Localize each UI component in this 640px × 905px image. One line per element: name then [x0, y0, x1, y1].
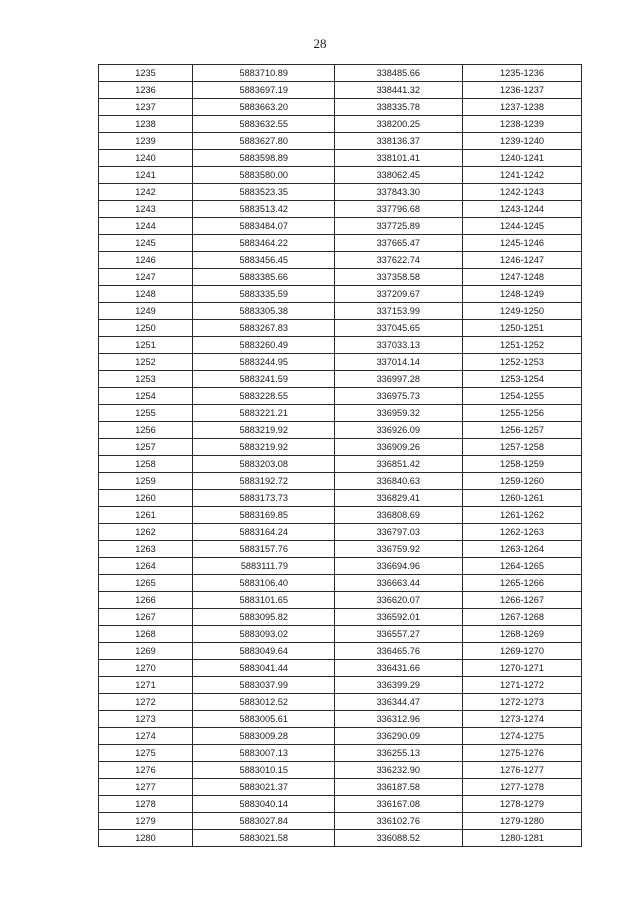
x-coordinate-cell: 5883169.85 [193, 507, 335, 524]
x-coordinate-cell: 5883173.73 [193, 490, 335, 507]
segment-cell: 1256-1257 [463, 422, 582, 439]
table-row [99, 609, 582, 626]
y-coordinate-cell: 337358.58 [335, 269, 463, 286]
point-number-cell: 1243 [99, 201, 193, 218]
x-coordinate-cell: 5883040.14 [193, 796, 335, 813]
segment-cell: 1248-1249 [463, 286, 582, 303]
point-number-cell: 1274 [99, 728, 193, 745]
table-row [99, 507, 582, 524]
table-row [99, 320, 582, 337]
x-coordinate-cell: 5883219.92 [193, 439, 335, 456]
y-coordinate-cell: 336808.69 [335, 507, 463, 524]
segment-cell: 1258-1259 [463, 456, 582, 473]
y-coordinate-cell: 336829.41 [335, 490, 463, 507]
table-row [99, 524, 582, 541]
y-coordinate-cell: 336851.42 [335, 456, 463, 473]
y-coordinate-cell: 338101.41 [335, 150, 463, 167]
y-coordinate-cell: 337014.14 [335, 354, 463, 371]
page-number: 28 [313, 36, 327, 51]
y-coordinate-cell: 337033.13 [335, 337, 463, 354]
table-row [99, 796, 582, 813]
point-number-cell: 1247 [99, 269, 193, 286]
point-number-cell: 1235 [99, 65, 193, 82]
segment-cell: 1237-1238 [463, 99, 582, 116]
segment-cell: 1272-1273 [463, 694, 582, 711]
table-row [99, 558, 582, 575]
point-number-cell: 1236 [99, 82, 193, 99]
y-coordinate-cell: 336997.28 [335, 371, 463, 388]
table-row [99, 813, 582, 830]
x-coordinate-cell: 5883632.55 [193, 116, 335, 133]
table-row [99, 694, 582, 711]
table-row [99, 728, 582, 745]
y-coordinate-cell: 336255.13 [335, 745, 463, 762]
segment-cell: 1239-1240 [463, 133, 582, 150]
segment-cell: 1238-1239 [463, 116, 582, 133]
x-coordinate-cell: 5883219.92 [193, 422, 335, 439]
y-coordinate-cell: 338136.37 [335, 133, 463, 150]
table-row [99, 99, 582, 116]
table-row [99, 711, 582, 728]
table-row [99, 422, 582, 439]
y-coordinate-cell: 337665.47 [335, 235, 463, 252]
x-coordinate-cell: 5883037.99 [193, 677, 335, 694]
segment-cell: 1257-1258 [463, 439, 582, 456]
y-coordinate-cell: 336759.92 [335, 541, 463, 558]
point-number-cell: 1246 [99, 252, 193, 269]
table-row [99, 371, 582, 388]
x-coordinate-cell: 5883385.66 [193, 269, 335, 286]
y-coordinate-cell: 337622.74 [335, 252, 463, 269]
x-coordinate-cell: 5883228.55 [193, 388, 335, 405]
table-row [99, 269, 582, 286]
x-coordinate-cell: 5883697.19 [193, 82, 335, 99]
table-row [99, 116, 582, 133]
x-coordinate-cell: 5883101.65 [193, 592, 335, 609]
point-number-cell: 1275 [99, 745, 193, 762]
table-row [99, 762, 582, 779]
point-number-cell: 1258 [99, 456, 193, 473]
point-number-cell: 1279 [99, 813, 193, 830]
point-number-cell: 1273 [99, 711, 193, 728]
point-number-cell: 1251 [99, 337, 193, 354]
table-row [99, 541, 582, 558]
x-coordinate-cell: 5883598.89 [193, 150, 335, 167]
point-number-cell: 1240 [99, 150, 193, 167]
point-number-cell: 1242 [99, 184, 193, 201]
x-coordinate-cell: 5883041.44 [193, 660, 335, 677]
x-coordinate-cell: 5883484.07 [193, 218, 335, 235]
y-coordinate-cell: 336797.03 [335, 524, 463, 541]
x-coordinate-cell: 5883523.35 [193, 184, 335, 201]
segment-cell: 1250-1251 [463, 320, 582, 337]
point-number-cell: 1257 [99, 439, 193, 456]
point-number-cell: 1238 [99, 116, 193, 133]
y-coordinate-cell: 336344.47 [335, 694, 463, 711]
segment-cell: 1242-1243 [463, 184, 582, 201]
y-coordinate-cell: 336975.73 [335, 388, 463, 405]
coordinates-table [98, 64, 582, 847]
point-number-cell: 1254 [99, 388, 193, 405]
table-row [99, 82, 582, 99]
point-number-cell: 1276 [99, 762, 193, 779]
point-number-cell: 1241 [99, 167, 193, 184]
x-coordinate-cell: 5883005.61 [193, 711, 335, 728]
y-coordinate-cell: 336909.26 [335, 439, 463, 456]
point-number-cell: 1280 [99, 830, 193, 847]
table-row [99, 235, 582, 252]
point-number-cell: 1262 [99, 524, 193, 541]
x-coordinate-cell: 5883627.80 [193, 133, 335, 150]
segment-cell: 1274-1275 [463, 728, 582, 745]
segment-cell: 1243-1244 [463, 201, 582, 218]
point-number-cell: 1255 [99, 405, 193, 422]
segment-cell: 1251-1252 [463, 337, 582, 354]
x-coordinate-cell: 5883663.20 [193, 99, 335, 116]
segment-cell: 1253-1254 [463, 371, 582, 388]
segment-cell: 1249-1250 [463, 303, 582, 320]
point-number-cell: 1248 [99, 286, 193, 303]
table-row [99, 184, 582, 201]
x-coordinate-cell: 5883093.02 [193, 626, 335, 643]
segment-cell: 1267-1268 [463, 609, 582, 626]
y-coordinate-cell: 337209.67 [335, 286, 463, 303]
point-number-cell: 1271 [99, 677, 193, 694]
x-coordinate-cell: 5883021.58 [193, 830, 335, 847]
table-row [99, 439, 582, 456]
point-number-cell: 1272 [99, 694, 193, 711]
x-coordinate-cell: 5883157.76 [193, 541, 335, 558]
y-coordinate-cell: 336694.96 [335, 558, 463, 575]
point-number-cell: 1256 [99, 422, 193, 439]
segment-cell: 1278-1279 [463, 796, 582, 813]
x-coordinate-cell: 5883010.15 [193, 762, 335, 779]
table-row [99, 167, 582, 184]
point-number-cell: 1261 [99, 507, 193, 524]
table-row [99, 405, 582, 422]
table-row [99, 388, 582, 405]
segment-cell: 1266-1267 [463, 592, 582, 609]
x-coordinate-cell: 5883513.42 [193, 201, 335, 218]
segment-cell: 1270-1271 [463, 660, 582, 677]
point-number-cell: 1263 [99, 541, 193, 558]
point-number-cell: 1278 [99, 796, 193, 813]
y-coordinate-cell: 338441.32 [335, 82, 463, 99]
table-row [99, 286, 582, 303]
segment-cell: 1271-1272 [463, 677, 582, 694]
point-number-cell: 1253 [99, 371, 193, 388]
segment-cell: 1275-1276 [463, 745, 582, 762]
point-number-cell: 1264 [99, 558, 193, 575]
table-row [99, 626, 582, 643]
table-row [99, 456, 582, 473]
segment-cell: 1252-1253 [463, 354, 582, 371]
x-coordinate-cell: 5883164.24 [193, 524, 335, 541]
table-row [99, 252, 582, 269]
point-number-cell: 1245 [99, 235, 193, 252]
x-coordinate-cell: 5883335.59 [193, 286, 335, 303]
x-coordinate-cell: 5883192.72 [193, 473, 335, 490]
y-coordinate-cell: 338200.25 [335, 116, 463, 133]
y-coordinate-cell: 336399.29 [335, 677, 463, 694]
point-number-cell: 1266 [99, 592, 193, 609]
y-coordinate-cell: 336557.27 [335, 626, 463, 643]
y-coordinate-cell: 338485.66 [335, 65, 463, 82]
table-row [99, 779, 582, 796]
x-coordinate-cell: 5883221.21 [193, 405, 335, 422]
point-number-cell: 1260 [99, 490, 193, 507]
table-row [99, 218, 582, 235]
y-coordinate-cell: 337725.89 [335, 218, 463, 235]
table-row [99, 150, 582, 167]
segment-cell: 1247-1248 [463, 269, 582, 286]
segment-cell: 1255-1256 [463, 405, 582, 422]
coordinates-table-body [99, 65, 582, 847]
segment-cell: 1241-1242 [463, 167, 582, 184]
y-coordinate-cell: 336620.07 [335, 592, 463, 609]
point-number-cell: 1269 [99, 643, 193, 660]
point-number-cell: 1265 [99, 575, 193, 592]
segment-cell: 1244-1245 [463, 218, 582, 235]
y-coordinate-cell: 336187.58 [335, 779, 463, 796]
x-coordinate-cell: 5883012.52 [193, 694, 335, 711]
x-coordinate-cell: 5883049.64 [193, 643, 335, 660]
table-row [99, 643, 582, 660]
segment-cell: 1264-1265 [463, 558, 582, 575]
table-row [99, 473, 582, 490]
y-coordinate-cell: 338062.45 [335, 167, 463, 184]
x-coordinate-cell: 5883007.13 [193, 745, 335, 762]
y-coordinate-cell: 336167.08 [335, 796, 463, 813]
y-coordinate-cell: 336088.52 [335, 830, 463, 847]
point-number-cell: 1250 [99, 320, 193, 337]
segment-cell: 1245-1246 [463, 235, 582, 252]
segment-cell: 1277-1278 [463, 779, 582, 796]
table-row [99, 660, 582, 677]
y-coordinate-cell: 337045.65 [335, 320, 463, 337]
x-coordinate-cell: 5883464.22 [193, 235, 335, 252]
table-row [99, 490, 582, 507]
point-number-cell: 1252 [99, 354, 193, 371]
x-coordinate-cell: 5883009.28 [193, 728, 335, 745]
y-coordinate-cell: 336465.76 [335, 643, 463, 660]
segment-cell: 1235-1236 [463, 65, 582, 82]
segment-cell: 1262-1263 [463, 524, 582, 541]
segment-cell: 1254-1255 [463, 388, 582, 405]
segment-cell: 1279-1280 [463, 813, 582, 830]
point-number-cell: 1268 [99, 626, 193, 643]
table-row [99, 337, 582, 354]
segment-cell: 1273-1274 [463, 711, 582, 728]
point-number-cell: 1270 [99, 660, 193, 677]
table-row [99, 303, 582, 320]
y-coordinate-cell: 336840.63 [335, 473, 463, 490]
y-coordinate-cell: 336312.96 [335, 711, 463, 728]
segment-cell: 1265-1266 [463, 575, 582, 592]
x-coordinate-cell: 5883456.45 [193, 252, 335, 269]
segment-cell: 1268-1269 [463, 626, 582, 643]
point-number-cell: 1237 [99, 99, 193, 116]
point-number-cell: 1249 [99, 303, 193, 320]
segment-cell: 1261-1262 [463, 507, 582, 524]
segment-cell: 1263-1264 [463, 541, 582, 558]
y-coordinate-cell: 337843.30 [335, 184, 463, 201]
y-coordinate-cell: 336232.90 [335, 762, 463, 779]
segment-cell: 1259-1260 [463, 473, 582, 490]
segment-cell: 1260-1261 [463, 490, 582, 507]
y-coordinate-cell: 336290.09 [335, 728, 463, 745]
x-coordinate-cell: 5883260.49 [193, 337, 335, 354]
x-coordinate-cell: 5883027.84 [193, 813, 335, 830]
y-coordinate-cell: 336592.01 [335, 609, 463, 626]
table-row [99, 592, 582, 609]
x-coordinate-cell: 5883710.89 [193, 65, 335, 82]
segment-cell: 1240-1241 [463, 150, 582, 167]
x-coordinate-cell: 5883244.95 [193, 354, 335, 371]
table-row [99, 354, 582, 371]
y-coordinate-cell: 336959.32 [335, 405, 463, 422]
point-number-cell: 1239 [99, 133, 193, 150]
x-coordinate-cell: 5883111.79 [193, 558, 335, 575]
table-row [99, 65, 582, 82]
segment-cell: 1280-1281 [463, 830, 582, 847]
table-row [99, 133, 582, 150]
point-number-cell: 1267 [99, 609, 193, 626]
point-number-cell: 1244 [99, 218, 193, 235]
table-row [99, 677, 582, 694]
segment-cell: 1246-1247 [463, 252, 582, 269]
table-row [99, 745, 582, 762]
x-coordinate-cell: 5883203.08 [193, 456, 335, 473]
segment-cell: 1236-1237 [463, 82, 582, 99]
y-coordinate-cell: 336926.09 [335, 422, 463, 439]
y-coordinate-cell: 336663.44 [335, 575, 463, 592]
x-coordinate-cell: 5883267.83 [193, 320, 335, 337]
x-coordinate-cell: 5883241.59 [193, 371, 335, 388]
x-coordinate-cell: 5883021.37 [193, 779, 335, 796]
x-coordinate-cell: 5883305.38 [193, 303, 335, 320]
point-number-cell: 1259 [99, 473, 193, 490]
table-row [99, 575, 582, 592]
x-coordinate-cell: 5883580.00 [193, 167, 335, 184]
y-coordinate-cell: 338335.78 [335, 99, 463, 116]
table-row [99, 830, 582, 847]
x-coordinate-cell: 5883106.40 [193, 575, 335, 592]
y-coordinate-cell: 337153.99 [335, 303, 463, 320]
table-row [99, 201, 582, 218]
point-number-cell: 1277 [99, 779, 193, 796]
segment-cell: 1276-1277 [463, 762, 582, 779]
y-coordinate-cell: 337796.68 [335, 201, 463, 218]
y-coordinate-cell: 336102.76 [335, 813, 463, 830]
segment-cell: 1269-1270 [463, 643, 582, 660]
y-coordinate-cell: 336431.66 [335, 660, 463, 677]
x-coordinate-cell: 5883095.82 [193, 609, 335, 626]
